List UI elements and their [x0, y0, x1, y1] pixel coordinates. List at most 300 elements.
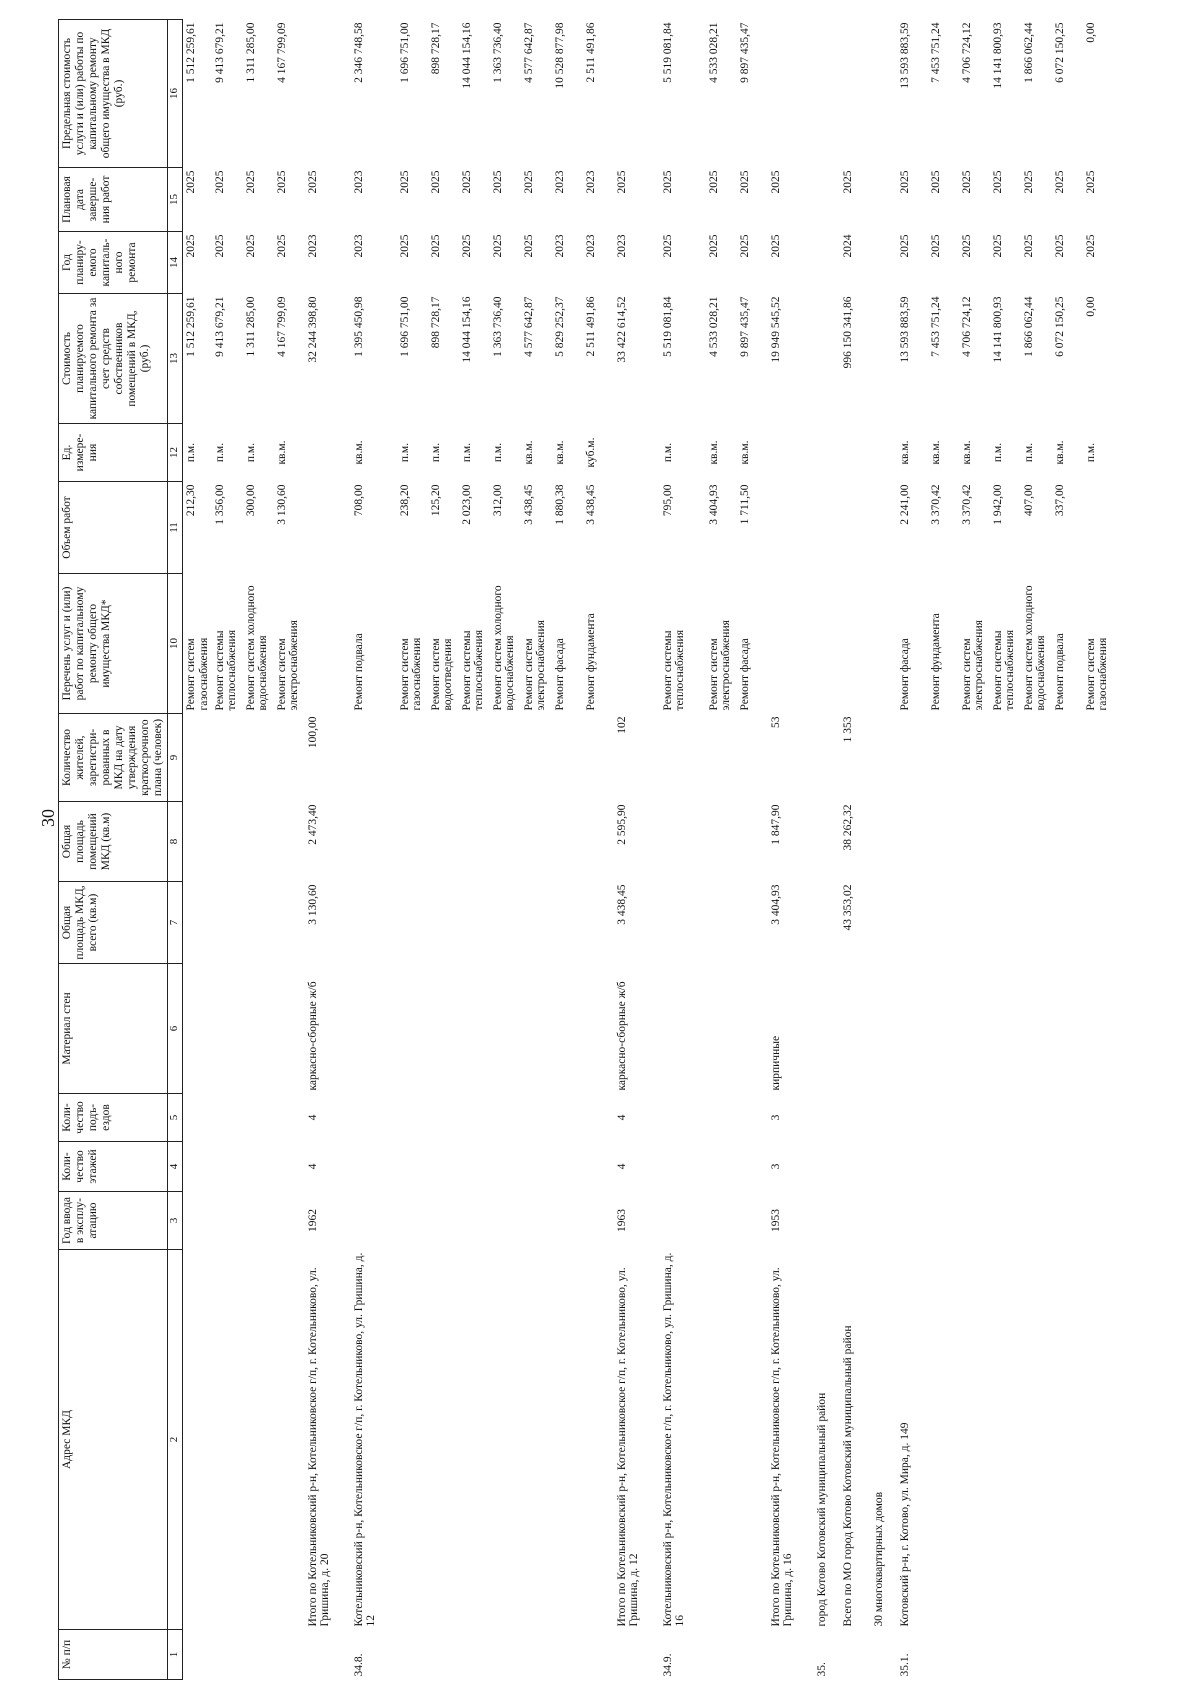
cost-limit: 4 577 642,87: [522, 22, 535, 83]
residents-count: [1054, 714, 1085, 802]
work-type: Ремонт систем электроснабжения: [707, 620, 732, 711]
column-header-2: Адрес МКД: [59, 1250, 168, 1630]
premises-area: [492, 802, 523, 882]
cost-limit: 4 167 799,09: [275, 22, 288, 83]
year-commissioned: [739, 1192, 770, 1250]
entrance-count: [662, 1094, 708, 1142]
floor-count: [708, 1142, 739, 1192]
entrance-count: [353, 1094, 399, 1142]
address: [961, 1250, 992, 1630]
row-number: [1054, 1630, 1085, 1680]
table-row: [662, 20, 708, 1680]
completion-year: 2025: [244, 170, 257, 194]
total-area: [873, 882, 899, 964]
unit: кв.м.: [960, 440, 973, 465]
unit: п.м.: [398, 442, 411, 463]
planned-year: 2025: [429, 234, 442, 258]
column-header-13: Стоимость планируемого капитального ремонта за счет средств собственников помещений в МКД, (руб.): [59, 294, 168, 424]
rotated-table-sheet: [58, 20, 1198, 1680]
entrance-count: [899, 1094, 930, 1142]
unit: п.м.: [1084, 442, 1097, 463]
unit: кв.м.: [707, 440, 720, 465]
year-commissioned: [585, 1192, 616, 1250]
entrance-count: [276, 1094, 307, 1142]
cost-limit: 9 413 679,21: [213, 22, 226, 83]
year-commissioned: [245, 1192, 276, 1250]
column-header-12: Ед. измере-ния: [59, 424, 168, 482]
entrance-count: [1085, 1094, 1116, 1142]
floor-count: [183, 1142, 214, 1192]
completion-year: 2025: [491, 170, 504, 194]
premises-area: [1023, 802, 1054, 882]
entrance-count: 3: [769, 1114, 782, 1121]
cost-limit: 9 897 435,47: [738, 22, 751, 83]
completion-year: 2025: [707, 170, 720, 194]
completion-year: 2025: [738, 170, 751, 194]
repair-cost: 4 577 642,87: [522, 296, 535, 357]
floor-count: [353, 1142, 399, 1192]
planned-year: 2025: [661, 234, 674, 258]
planned-year: 2025: [898, 234, 911, 258]
work-type: Ремонт систем газоснабжения: [185, 637, 210, 711]
completion-year: 2025: [213, 170, 226, 194]
residents-count: 100,00: [306, 716, 319, 749]
address: [523, 1250, 554, 1630]
planned-year: 2025: [960, 234, 973, 258]
total-area: [492, 882, 523, 964]
premises-area: [245, 802, 276, 882]
address: [708, 1250, 739, 1630]
work-type: Ремонт систем холодного водоснабжения: [1022, 585, 1047, 711]
entrance-count: 4: [615, 1114, 628, 1121]
cost-limit: [873, 20, 899, 168]
table-row: [816, 20, 842, 1680]
wall-material: каркасно-сборные ж/б: [615, 981, 628, 1091]
row-number: [554, 1630, 585, 1680]
total-area: [523, 882, 554, 964]
column-header-14: Год планиру-емого капиталь-ного ремонта: [59, 232, 168, 294]
row-number: [842, 1630, 873, 1680]
column-number: 15: [168, 168, 183, 232]
residents-count: [245, 714, 276, 802]
planned-year: 2025: [769, 234, 782, 258]
work-type: Ремонт подвала: [352, 633, 365, 711]
table-row: [430, 20, 461, 1680]
premises-area: 2 595,90: [615, 804, 628, 845]
completion-year: 2025: [275, 170, 288, 194]
entrance-count: [961, 1094, 992, 1142]
address: [992, 1250, 1023, 1630]
wall-material: [873, 964, 899, 1094]
planned-year: 2023: [306, 234, 319, 258]
work-type: Ремонт систем электроснабжения: [275, 620, 300, 711]
planned-year: 2025: [1022, 234, 1035, 258]
total-area: [961, 882, 992, 964]
unit: кв.м.: [553, 440, 566, 465]
address: [554, 1250, 585, 1630]
premises-area: [992, 802, 1023, 882]
completion-year: 2025: [306, 170, 319, 194]
premises-area: [430, 802, 461, 882]
table-row: [1023, 20, 1054, 1680]
address: [399, 1250, 430, 1630]
premises-area: [961, 802, 992, 882]
cost-limit: [816, 20, 842, 168]
entrance-count: [842, 1094, 873, 1142]
column-header-9: Количество жителей, зарегистри-рованных в МКД на дату утверждения краткосрочного плана (человек): [59, 714, 168, 802]
total-area: [739, 882, 770, 964]
entrance-count: [1054, 1094, 1085, 1142]
residents-count: [1023, 714, 1054, 802]
planned-year: 2025: [738, 234, 751, 258]
work-volume: 3 370,42: [960, 484, 973, 525]
entrance-count: 4: [306, 1114, 319, 1121]
table-row: [873, 20, 899, 1680]
column-header-6: Материал стен: [59, 964, 168, 1094]
unit: п.м.: [661, 442, 674, 463]
wall-material: [430, 964, 461, 1094]
wall-material: [961, 964, 992, 1094]
residents-count: [961, 714, 992, 802]
planned-year: 2025: [522, 234, 535, 258]
work-volume: [616, 482, 662, 574]
table-row: [992, 20, 1023, 1680]
column-number: 11: [168, 482, 183, 574]
floor-count: [585, 1142, 616, 1192]
floor-count: [554, 1142, 585, 1192]
unit: [616, 424, 662, 482]
table-row: [492, 20, 523, 1680]
wall-material: [492, 964, 523, 1094]
cost-limit: [770, 20, 816, 168]
residents-count: [708, 714, 739, 802]
planned-year: 2025: [491, 234, 504, 258]
total-area: [1085, 882, 1116, 964]
premises-area: [739, 802, 770, 882]
table-row: [1085, 20, 1116, 1680]
row-number: [873, 1630, 899, 1680]
entrance-count: [430, 1094, 461, 1142]
completion-year: 2025: [991, 170, 1004, 194]
table-row: [961, 20, 992, 1680]
repair-cost: 7 453 751,24: [929, 296, 942, 357]
residents-count: [276, 714, 307, 802]
work-volume: 3 438,45: [584, 484, 597, 525]
work-volume: [816, 482, 842, 574]
table-row: [399, 20, 430, 1680]
repair-cost: 1 696 751,00: [398, 296, 411, 357]
cost-limit: 13 593 883,59: [898, 22, 911, 89]
premises-area: 2 473,40: [306, 804, 319, 845]
planned-year: 2023: [615, 234, 628, 258]
completion-year: 2023: [553, 170, 566, 194]
column-header-4: Коли-чество этажей: [59, 1142, 168, 1192]
repair-cost: 1 866 062,44: [1022, 296, 1035, 357]
total-area: 3 130,60: [306, 884, 319, 925]
column-number: 14: [168, 232, 183, 294]
column-header-10: Перечень услуг и (или) работ по капитальному ремонту общего имущества МКД*: [59, 574, 168, 714]
floor-count: 4: [306, 1163, 319, 1170]
cost-limit: [307, 20, 353, 168]
unit: п.м.: [244, 442, 257, 463]
completion-year: 2025: [522, 170, 535, 194]
row-number: [276, 1630, 307, 1680]
work-type: Ремонт систем электроснабжения: [522, 620, 547, 711]
planned-year: 2025: [185, 234, 197, 258]
repair-cost: 19 949 545,52: [769, 296, 782, 363]
row-number: 35.: [815, 1662, 828, 1677]
column-header-7: Общая площадь МКД, всего (кв.м): [59, 882, 168, 964]
work-volume: 300,00: [244, 484, 257, 517]
premises-area: [214, 802, 245, 882]
completion-year: 2025: [1053, 170, 1066, 194]
address: [245, 1250, 276, 1630]
planned-year: 2023: [352, 234, 365, 258]
cost-limit: 898 728,17: [429, 22, 442, 75]
row-number: 35.1.: [898, 1653, 911, 1677]
total-area: [930, 882, 961, 964]
work-type: Ремонт подвала: [1053, 633, 1066, 711]
completion-year: 2025: [185, 170, 197, 194]
table-row: [523, 20, 554, 1680]
table-row: [930, 20, 961, 1680]
planned-year: 2023: [553, 234, 566, 258]
floor-count: [899, 1142, 930, 1192]
planned-year: 2025: [244, 234, 257, 258]
address: Котельниковский р-н, Котельниковское г/п, г. Котельниково, ул. Гришина, д. 16: [661, 1252, 686, 1627]
planned-year: [816, 232, 842, 294]
column-number: 13: [168, 294, 183, 424]
work-volume: 212,30: [185, 484, 197, 517]
cost-limit: 1 311 285,00: [244, 22, 257, 83]
floor-count: [842, 1142, 873, 1192]
year-commissioned: [1085, 1192, 1116, 1250]
total-area: [1054, 882, 1085, 964]
residents-count: [353, 714, 399, 802]
repair-cost: 2 511 491,86: [584, 296, 597, 357]
residents-count: 1 353: [841, 716, 854, 743]
year-commissioned: [523, 1192, 554, 1250]
year-commissioned: [708, 1192, 739, 1250]
repair-cost: 9 897 435,47: [738, 296, 751, 357]
unit: кв.м.: [898, 440, 911, 465]
wall-material: [399, 964, 430, 1094]
repair-cost: 5 519 081,84: [661, 296, 674, 357]
floor-count: [523, 1142, 554, 1192]
unit: [873, 424, 899, 482]
wall-material: кирпичные: [769, 1035, 782, 1091]
total-area: [399, 882, 430, 964]
row-number: [616, 1630, 662, 1680]
completion-year: 2025: [769, 170, 782, 194]
entrance-count: [739, 1094, 770, 1142]
wall-material: [662, 964, 708, 1094]
planned-year: 2023: [584, 234, 597, 258]
unit: п.м.: [1022, 442, 1035, 463]
wall-material: [1085, 964, 1116, 1094]
cost-limit: 4 533 028,21: [707, 22, 720, 83]
cost-limit: 14 044 154,16: [460, 22, 473, 89]
work-type: Ремонт фасада: [898, 638, 911, 711]
repair-cost: 14 141 800,93: [991, 296, 1004, 363]
year-commissioned: [183, 1192, 214, 1250]
total-area: [276, 882, 307, 964]
residents-count: [461, 714, 492, 802]
row-number: [930, 1630, 961, 1680]
cost-limit: 14 141 800,93: [991, 22, 1004, 89]
completion-year: 2025: [898, 170, 911, 194]
repair-cost: [873, 294, 899, 424]
row-number: [1023, 1630, 1054, 1680]
year-commissioned: 1962: [306, 1209, 319, 1232]
residents-count: [662, 714, 708, 802]
floor-count: 3: [769, 1163, 782, 1170]
column-number: 1: [168, 1630, 183, 1680]
capital-repair-table: [58, 19, 1116, 1680]
wall-material: [992, 964, 1023, 1094]
floor-count: [399, 1142, 430, 1192]
residents-count: [930, 714, 961, 802]
row-number: [461, 1630, 492, 1680]
work-volume: [842, 482, 873, 574]
row-number: [770, 1630, 816, 1680]
wall-material: [353, 964, 399, 1094]
work-type: Ремонт системы теплоснабжения: [460, 630, 485, 711]
work-volume: 125,20: [429, 484, 442, 517]
address: Итого по Котельниковский р-н, Котельниковское г/п, г. Котельниково, ул. Гришина, д. 20: [306, 1267, 331, 1627]
unit: п.м.: [429, 442, 442, 463]
column-number: 7: [168, 882, 183, 964]
address: [183, 1250, 214, 1630]
residents-count: 102: [615, 716, 628, 734]
residents-count: [523, 714, 554, 802]
unit: кв.м.: [352, 440, 365, 465]
repair-cost: 6 072 150,25: [1053, 296, 1066, 357]
work-type: Ремонт систем электроснабжения: [960, 620, 985, 711]
premises-area: [662, 802, 708, 882]
wall-material: [930, 964, 961, 1094]
floor-count: [245, 1142, 276, 1192]
wall-material: [183, 964, 214, 1094]
planned-year: [873, 232, 899, 294]
total-area: 3 438,45: [615, 884, 628, 925]
entrance-count: [492, 1094, 523, 1142]
work-volume: 1 356,00: [213, 484, 226, 525]
entrance-count: [930, 1094, 961, 1142]
residents-count: [399, 714, 430, 802]
entrance-count: [708, 1094, 739, 1142]
table-row: [353, 20, 399, 1680]
cost-limit: 6 072 150,25: [1053, 22, 1066, 83]
wall-material: [554, 964, 585, 1094]
address: Котовский р-н, г. Котово, ул. Мира, д. 149: [898, 1422, 911, 1627]
wall-material: [245, 964, 276, 1094]
completion-year: [816, 168, 842, 232]
unit: [307, 424, 353, 482]
work-type: [307, 574, 353, 714]
premises-area: [276, 802, 307, 882]
row-number: [183, 1630, 214, 1680]
residents-count: [585, 714, 616, 802]
completion-year: 2025: [960, 170, 973, 194]
row-number: [492, 1630, 523, 1680]
total-area: [461, 882, 492, 964]
floor-count: [1023, 1142, 1054, 1192]
column-number: 6: [168, 964, 183, 1094]
repair-cost: 14 044 154,16: [460, 296, 473, 363]
cost-limit: 0,00: [1084, 22, 1097, 43]
residents-count: [554, 714, 585, 802]
total-area: [430, 882, 461, 964]
subtotal-row: [770, 20, 816, 1680]
year-commissioned: [492, 1192, 523, 1250]
row-number: [399, 1630, 430, 1680]
table-row: [899, 20, 930, 1680]
completion-year: 2025: [1022, 170, 1035, 194]
column-number-row: [168, 20, 183, 1680]
work-type: Ремонт систем газоснабжения: [1084, 637, 1109, 711]
table-row: [708, 20, 739, 1680]
total-area: 43 353,02: [841, 884, 854, 931]
completion-year: 2023: [352, 170, 365, 194]
address: Котельниковский р-н, Котельниковское г/п, г. Котельниково, ул. Гришина, д. 12: [352, 1252, 377, 1627]
table-row: [585, 20, 616, 1680]
repair-cost: 1 395 450,98: [352, 296, 365, 357]
year-commissioned: [430, 1192, 461, 1250]
year-commissioned: [816, 1192, 842, 1250]
premises-area: [708, 802, 739, 882]
column-number: 10: [168, 574, 183, 714]
cost-limit: 1 866 062,44: [1022, 22, 1035, 83]
year-commissioned: [1054, 1192, 1085, 1250]
unit: п.м.: [491, 442, 504, 463]
planned-year: 2025: [1084, 234, 1097, 258]
cost-limit: 4 706 724,12: [960, 22, 973, 83]
total-area: [899, 882, 930, 964]
row-number: [992, 1630, 1023, 1680]
entrance-count: [816, 1094, 842, 1142]
wall-material: [214, 964, 245, 1094]
cost-limit: 7 453 751,24: [929, 22, 942, 83]
entrance-count: [585, 1094, 616, 1142]
row-number: [708, 1630, 739, 1680]
table-row: [739, 20, 770, 1680]
completion-year: 2025: [661, 170, 674, 194]
address: Итого по Котельниковский р-н, Котельниковское г/п, г. Котельниково, ул. Гришина, д. 12: [615, 1267, 640, 1627]
floor-count: 4: [615, 1163, 628, 1170]
header-row: [59, 20, 168, 1680]
work-volume: [770, 482, 816, 574]
repair-cost: 4 167 799,09: [275, 296, 288, 357]
residents-count: [899, 714, 930, 802]
row-number: 34.8.: [352, 1653, 365, 1677]
work-type: Ремонт системы теплоснабжения: [661, 630, 686, 711]
column-number: 2: [168, 1250, 183, 1630]
work-type: [770, 574, 816, 714]
wall-material: [461, 964, 492, 1094]
floor-count: [430, 1142, 461, 1192]
work-type: [873, 574, 899, 714]
planned-year: 2024: [841, 234, 854, 258]
total-area: [353, 882, 399, 964]
total-area: [1023, 882, 1054, 964]
wall-material: [1023, 964, 1054, 1094]
planned-year: 2025: [275, 234, 288, 258]
wall-material: каркасно-сборные ж/б: [306, 981, 319, 1091]
total-area: [214, 882, 245, 964]
address: [214, 1250, 245, 1630]
cost-limit: 5 519 081,84: [661, 22, 674, 83]
